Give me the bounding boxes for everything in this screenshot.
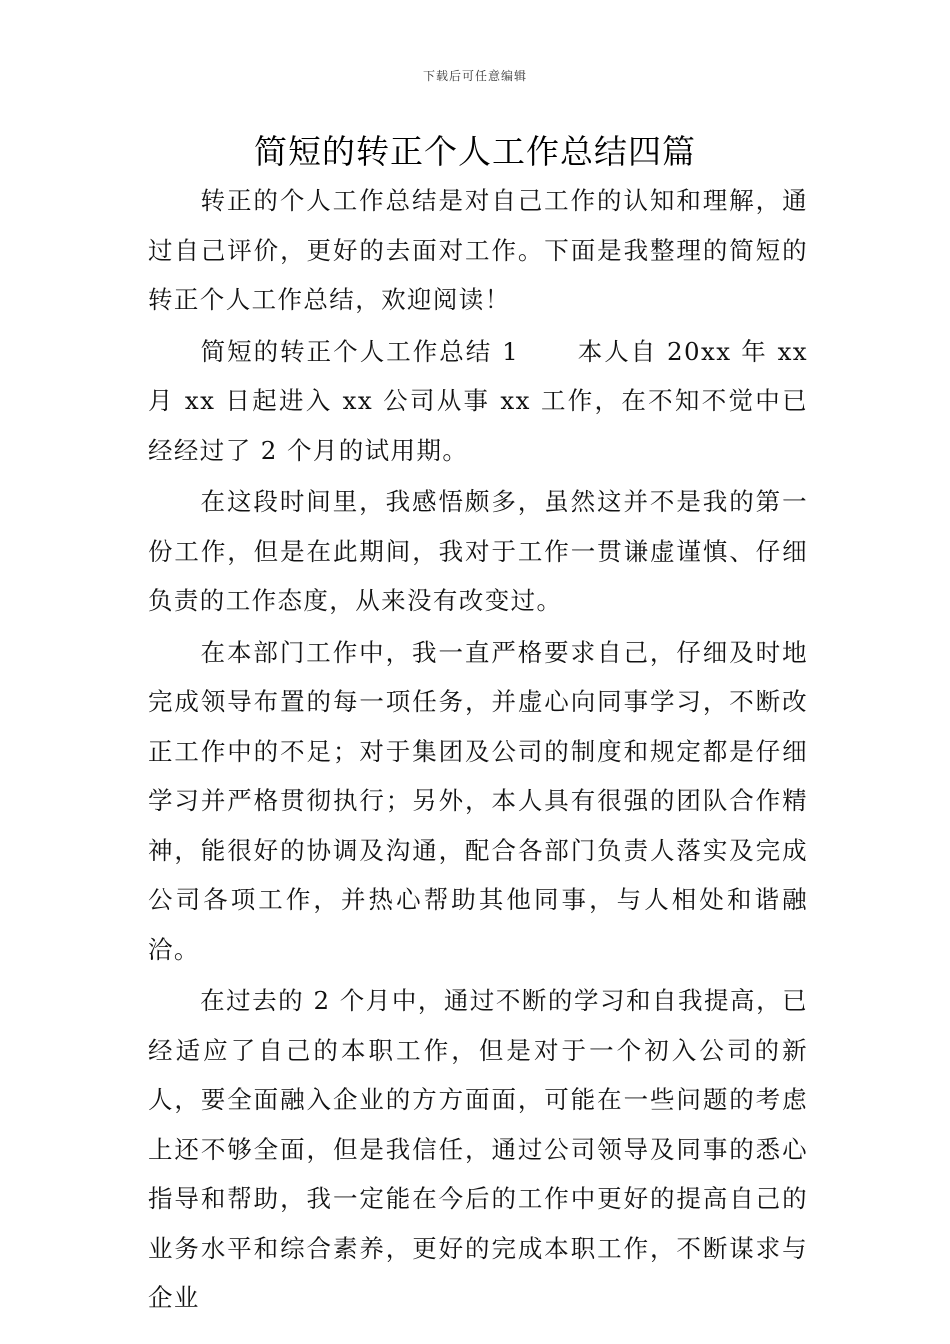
paragraph-5: [148, 976, 808, 1323]
paragraph-4: [148, 628, 808, 975]
header-note: 下载后可任意编辑: [422, 69, 527, 83]
paragraph-4-text: 在本部门工作中，我一直严格要求自己，仔细及时地完成领导布置的每一项任务，并虚心向同事学习，不断改正工作中的不足；对于集团及公司的制度和规定都是仔细学习并严格贯彻执行；另外，本人具有很强的团队合作精神，能很好的协调及沟通，配合各部门负责人落实及完成公司各项工作，并热心帮助其他同事，与人相处和谐融洽。: [148, 637, 808, 964]
paragraph-intro-text: 转正的个人工作总结是对自己工作的认知和理解，通过自己评价，更好的去面对工作。下面是我整理的简短的转正个人工作总结，欢迎阅读！: [148, 186, 808, 314]
paragraph-3-text: 在这段时间里，我感悟颇多，虽然这并不是我的第一份工作，但是在此期间，我对于工作一贯谦虚谨慎、仔细负责的工作态度，从来没有改变过。: [148, 487, 808, 615]
paragraph-section1: [148, 327, 808, 476]
paragraph-5-text: 在过去的 2 个月中，通过不断的学习和自我提高，已经适应了自己的本职工作，但是对于一个初入公司的新人，要全面融入企业的方方面面，可能在一些问题的考虑上还不够全面，但是我信任，通过公司领导及同事的悉心指导和帮助，我一定能在今后的工作中更好的提高自己的业务水平和综合素养，更好的完成本职工作，不断谋求与企业: [148, 986, 808, 1312]
section1-heading: 简短的转正个人工作总结 1: [200, 336, 520, 366]
paragraph-3: [148, 477, 808, 626]
section1-text: 本人自 20xx 年 xx 月 xx 日起进入 xx 公司从事 xx 工作，在不知不觉中已经经过了 2 个月的试用期。: [148, 336, 809, 465]
paragraph-intro: [148, 176, 808, 325]
document-title: 简短的转正个人工作总结四篇: [254, 132, 696, 171]
document-body: [148, 176, 808, 1325]
